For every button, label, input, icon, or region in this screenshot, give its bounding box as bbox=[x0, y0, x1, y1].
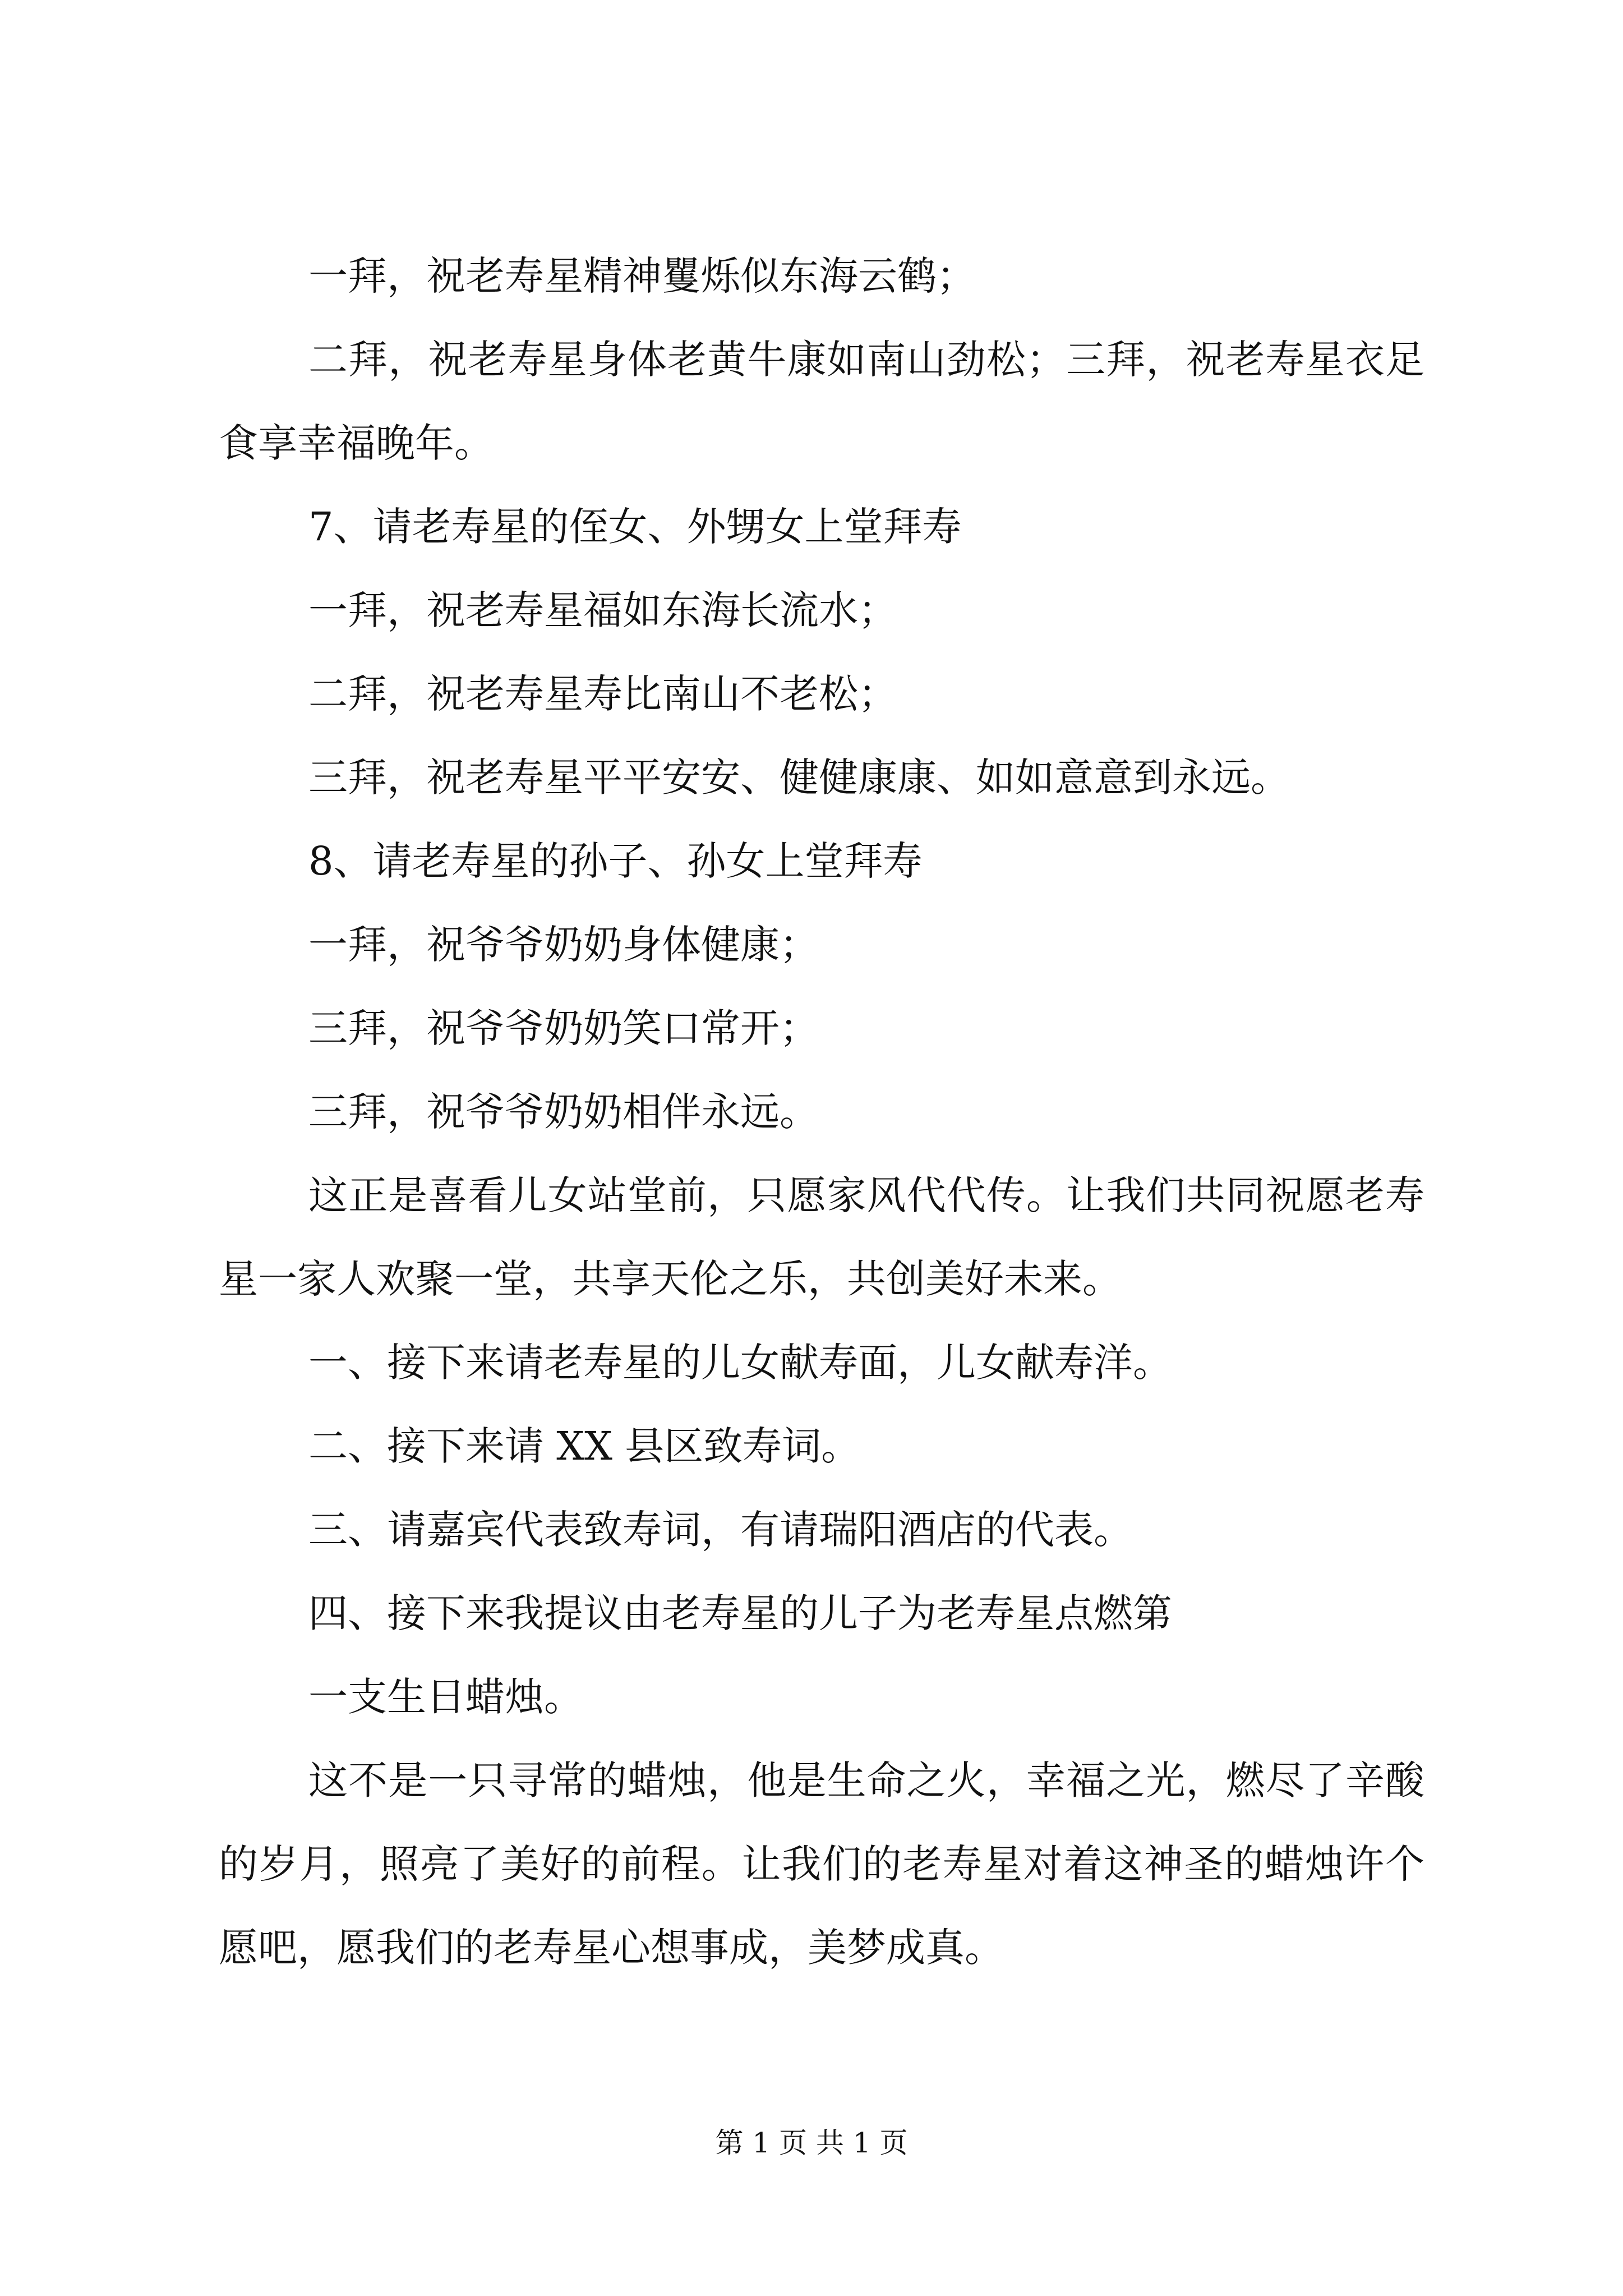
paragraph: 三拜，祝爷爷奶奶笑口常开； bbox=[308, 1005, 819, 1051]
paragraph: 一拜，祝爷爷奶奶身体健康； bbox=[308, 922, 819, 968]
paragraph: 一、接下来请老寿星的儿女献寿面，儿女献寿洋。 bbox=[308, 1340, 1172, 1386]
document-body bbox=[219, 234, 1424, 1990]
paragraph: 这正是喜看儿女站堂前，只愿家风代代传。让我们共同祝愿老寿星一家人欢聚一堂，共享天伦之乐，共创美好未来。 bbox=[219, 1172, 1424, 1302]
paragraph: 这不是一只寻常的蜡烛，他是生命之火，幸福之光，燃尽了辛酸的岁月，照亮了美好的前程。让我们的老寿星对着这神圣的蜡烛许个愿吧，愿我们的老寿星心想事成，美梦成真。 bbox=[219, 1757, 1424, 1971]
paragraph: 一支生日蜡烛。 bbox=[308, 1674, 583, 1720]
paragraph: 二、接下来请 XX 县区致寿词。 bbox=[308, 1423, 861, 1469]
paragraph: 7、请老寿星的侄女、外甥女上堂拜寿 bbox=[308, 504, 962, 550]
paragraph: 四、接下来我提议由老寿星的儿子为老寿星点燃第 bbox=[308, 1590, 1172, 1636]
paragraph: 二拜，祝老寿星身体老黄牛康如南山劲松；三拜，祝老寿星衣足食享幸福晚年。 bbox=[219, 337, 1424, 466]
paragraph: 8、请老寿星的孙子、孙女上堂拜寿 bbox=[308, 838, 923, 884]
page-footer: 第 1 页 共 1 页 bbox=[715, 2127, 908, 2159]
paragraph: 三拜，祝老寿星平平安安、健健康康、如如意意到永远。 bbox=[308, 754, 1290, 800]
paragraph: 三拜，祝爷爷奶奶相伴永远。 bbox=[308, 1089, 819, 1135]
paragraph: 三、请嘉宾代表致寿词，有请瑞阳酒店的代表。 bbox=[308, 1507, 1133, 1553]
paragraph: 二拜，祝老寿星寿比南山不老松； bbox=[308, 671, 897, 717]
paragraph: 一拜，祝老寿星福如东海长流水； bbox=[308, 587, 897, 633]
paragraph: 一拜，祝老寿星精神矍烁似东海云鹤； bbox=[308, 253, 976, 299]
